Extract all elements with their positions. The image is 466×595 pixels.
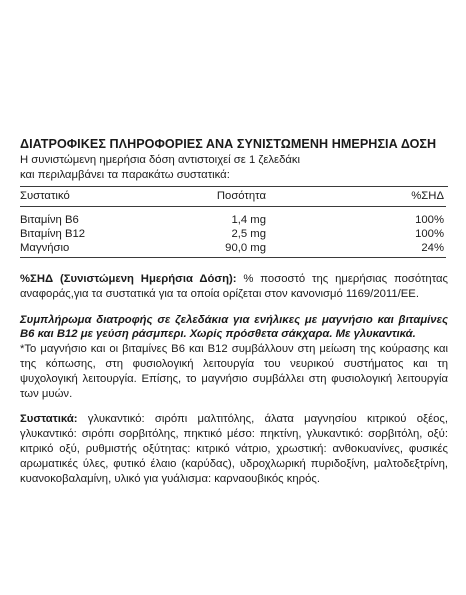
header-rda: %ΣΗΔ [411, 190, 444, 202]
table-body [20, 207, 446, 257]
row-quantity: 90,0 mg [225, 242, 266, 254]
row-rda: 100% [415, 228, 444, 240]
row-quantity: 2,5 mg [231, 228, 266, 240]
intro-text [20, 153, 448, 182]
row-rda: 24% [421, 242, 444, 254]
header-ingredient: Συστατικό [20, 190, 70, 202]
table-header-row [20, 187, 446, 206]
ingredients-label: Συστατικά: [20, 413, 78, 426]
health-claim: *Το μαγνήσιο και οι βιταμίνες Β6 και Β12 συμβάλλουν στη μείωση της κούρασης και της κόπωσης, στη φυσιολογική λειτουργία του νευρικού συστήματος και τη ψυχολογική λειτουργία. Επίσης, το μαγνήσιο συμβάλλει στη φυσιολογική λειτουργία των μυών. [20, 343, 448, 400]
table-row [20, 241, 446, 255]
row-ingredient: Βιταμίνη Β6 [20, 214, 79, 226]
rda-note-text: % ποσοστό της ημερήσιας ποσότητας αναφοράς,για τα συστατικά για τα οποία ορίζεται στον κανονισμό 1169/2011/ΕΕ. [20, 273, 448, 300]
supplement-statement: Συμπλήρωμα διατροφής σε ζελεδάκια για ενήλικες με μαγνήσιο και βιταμίνες Β6 και Β12 με γεύση ράσμπερι. Χωρίς πρόσθετα σάκχαρα. Με γλυκαντικά. [20, 313, 448, 341]
row-ingredient: Μαγνήσιο [20, 242, 70, 254]
nutrition-panel [20, 136, 448, 486]
ingredients-text: γλυκαντικό: σιρόπι μαλτιτόλης, άλατα μαγνησίου κιτρικού οξέος, γλυκαντικό: σιρόπι σορβιτόλης, πηκτικό μέσο: πηκτίνη, γλυκαντικό: σορβιτόλη, οξύ: κιτρικό οξύ, ρυθμιστής οξύτητας: κιτρικό νάτριο, χρωστική: ανθοκυανίνες, φυσικές αρωματικές ύλες, φυτικό έλαιο (καρύδας), υδροχλωρική πυριδοξίνη, μαλτοδεξτρίνη, κυανοκοβαλαμίνη, υλικό για γυάλισμα: καρναουβικός κηρός. [20, 413, 448, 485]
row-rda: 100% [415, 214, 444, 226]
table-row [20, 213, 446, 227]
row-quantity: 1,4 mg [231, 214, 266, 226]
header-quantity: Ποσότητα [216, 190, 266, 202]
table-bottom-rule [20, 257, 446, 258]
row-ingredient: Βιταμίνη Β12 [20, 228, 86, 240]
panel-title: ΔΙΑΤΡΟΦΙΚΕΣ ΠΛΗΡΟΦΟΡΙΕΣ ΑΝΑ ΣΥΝΙΣΤΩΜΕΝΗ ΗΜΕΡΗΣΙΑ ΔΟΣΗ [20, 137, 437, 151]
rda-note-label: %ΣΗΔ (Συνιστώμενη Ημερήσια Δόση): [20, 273, 237, 285]
nutrition-table [20, 187, 446, 258]
table-row [20, 227, 446, 241]
intro-line-1: Η συνιστώμενη ημερήσια δόση αντιστοιχεί σε 1 ζελεδάκι [20, 154, 301, 166]
ingredients-list [20, 412, 448, 486]
rda-note [20, 272, 448, 302]
intro-line-2: και περιλαμβάνει τα παρακάτω συστατικά: [20, 168, 230, 181]
